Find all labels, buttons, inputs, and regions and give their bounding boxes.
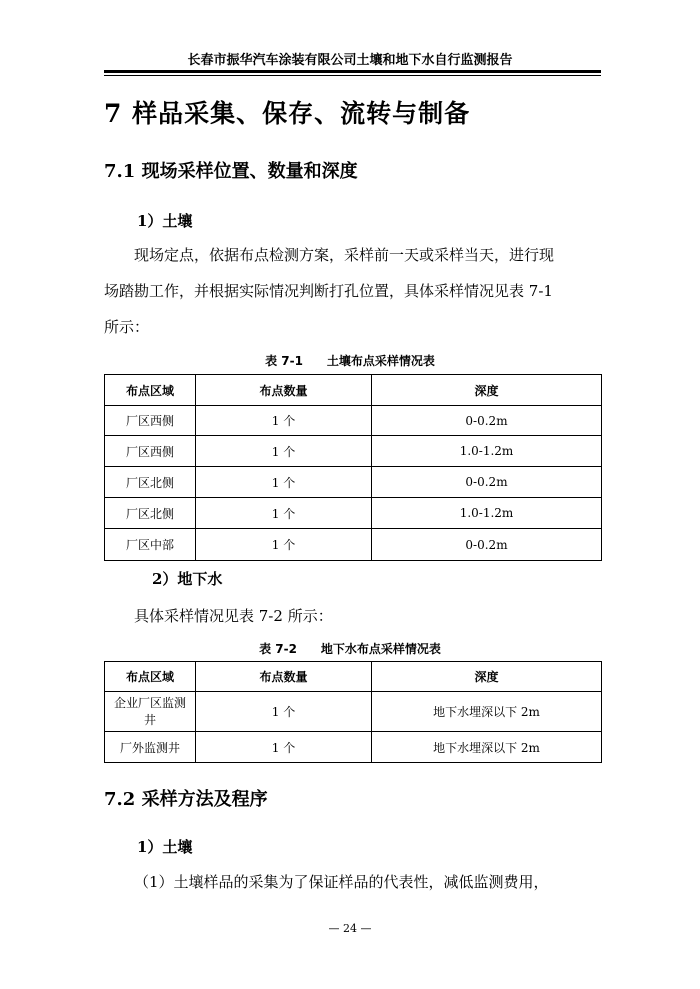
table-row [105,529,602,561]
table-cell: 1 个 [196,467,372,498]
header-cell: 布点数量 [196,375,372,406]
table-cell: 地下水埋深以下 2m [372,692,602,732]
table-cell: 企业厂区监测井 [105,692,196,732]
table-cell: 1 个 [196,498,372,529]
table-row [105,732,602,763]
table-header-row [105,662,602,692]
table-cell: 厂区北侧 [105,498,196,529]
table-cell: 1 个 [196,436,372,467]
report-header: 长春市振华汽车涂装有限公司土壤和地下水自行监测报告 [187,53,513,68]
soil-heading: 1）土壤 [137,212,193,230]
header-cell: 布点数量 [196,662,372,692]
table-row [105,436,602,467]
groundwater-paragraph: 具体采样情况见表 7-2 所示： [134,607,333,625]
table-cell: 1 个 [196,692,372,732]
section-7-2-title: 7.2 采样方法及程序 [104,789,268,810]
header-rule-thin [104,75,601,76]
soil-paragraph-line-2: 场踏勘工作，并根据实际情况判断打孔位置，具体采样情况见表 7-1 [104,282,553,300]
header-rule-thick [104,70,601,73]
soil-paragraph [104,237,601,345]
groundwater-heading: 2）地下水 [152,570,223,588]
table-cell: 0-0.2m [372,467,602,498]
table-cell: 厂区北侧 [105,467,196,498]
table-header-row [105,375,602,406]
sampling-method-paragraph: （1）土壤样品的采集为了保证样品的代表性，减低监测费用， [134,873,549,891]
soil-paragraph-line-1: 现场定点，依据布点检测方案，采样前一天或采样当天，进行现 [134,246,555,264]
table-row [105,692,602,732]
soil-heading-7-2: 1）土壤 [137,838,193,856]
header-cell: 布点区域 [105,662,196,692]
table-cell: 厂区西侧 [105,436,196,467]
table-cell: 1 个 [196,406,372,436]
soil-sampling-table [104,374,602,561]
soil-paragraph-line-3: 所示： [104,318,150,336]
table-cell: 1.0-1.2m [372,498,602,529]
table-7-1-caption: 表 7-1 土壤布点采样情况表 [265,354,435,368]
table-cell: 厂区西侧 [105,406,196,436]
table-row [105,467,602,498]
header-cell: 深度 [372,662,602,692]
groundwater-sampling-table [104,661,602,763]
table-cell: 1.0-1.2m [372,436,602,467]
table-cell: 厂区中部 [105,529,196,561]
table-cell: 厂外监测井 [105,732,196,763]
table-cell: 0-0.2m [372,406,602,436]
table-cell: 0-0.2m [372,529,602,561]
header-cell: 深度 [372,375,602,406]
table-cell: 1 个 [196,732,372,763]
section-7-1-title: 7.1 现场采样位置、数量和深度 [104,161,358,182]
header-cell: 布点区域 [105,375,196,406]
page-number: — 24 — [328,922,372,935]
chapter-title: 7 样品采集、保存、流转与制备 [104,99,471,128]
table-cell: 1 个 [196,529,372,561]
table-row [105,406,602,436]
table-row [105,498,602,529]
table-cell: 地下水埋深以下 2m [372,732,602,763]
table-7-2-caption: 表 7-2 地下水布点采样情况表 [259,642,441,656]
